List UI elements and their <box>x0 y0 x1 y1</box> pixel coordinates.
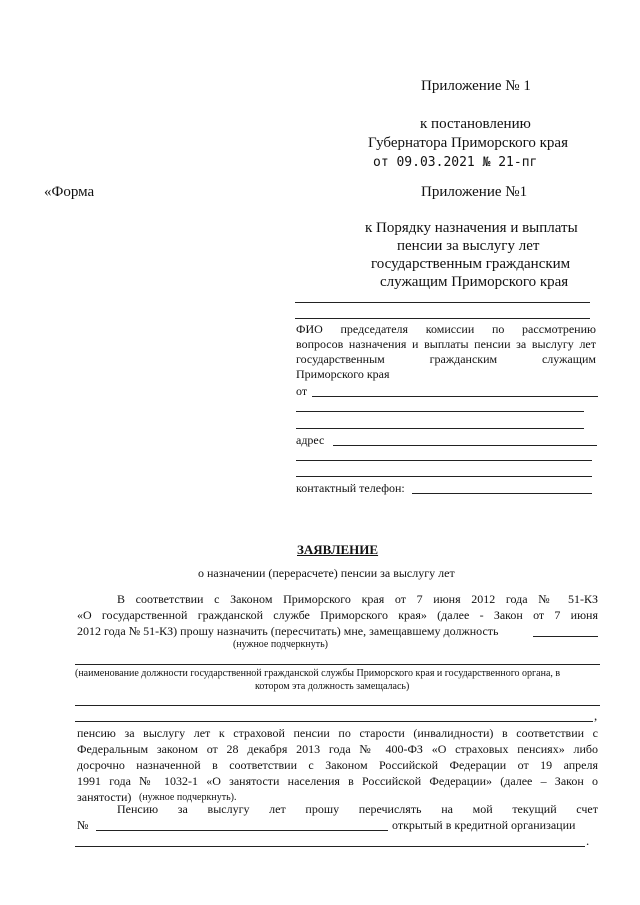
address-field-line[interactable] <box>333 445 597 446</box>
phone-field-line[interactable] <box>412 493 592 494</box>
note-underline-2: (нужное подчеркнуть). <box>139 792 237 803</box>
address-extra-line-2[interactable] <box>296 476 592 477</box>
order-line-1: к Порядку назначения и выплаты <box>365 220 578 236</box>
decree-ref: от 09.03.2021 № 21-пг <box>373 155 538 170</box>
to-decree-label: к постановлению <box>420 116 531 132</box>
p2-line-2: Федеральным законом от 28 декабря 2013 года № 400-ФЗ «О страховых пенсиях» либо <box>77 742 598 756</box>
end-dot: . <box>586 833 590 848</box>
order-line-2: пенсии за выслугу лет <box>397 238 540 254</box>
appendix-1-heading: Приложение № 1 <box>421 78 531 94</box>
from-field-line[interactable] <box>312 396 598 397</box>
note-underline-1: (нужное подчеркнуть) <box>233 639 328 650</box>
from-label: от <box>296 384 308 398</box>
position-short-line[interactable] <box>533 636 598 637</box>
bank-name-line[interactable] <box>75 846 585 847</box>
p2-line-4: 1991 года № 1032-1 «О занятости населения в Российской Федерации» (далее – Закон о <box>77 774 598 788</box>
p2-line-5: занятости) <box>77 790 132 804</box>
statement-subtitle: о назначении (перерасчете) пенсии за выслугу лет <box>198 566 455 580</box>
p1-line-1: В соответствии с Законом Приморского края от 7 июня 2012 года № 51-КЗ <box>117 592 598 606</box>
statement-title: ЗАЯВЛЕНИЕ <box>297 542 379 557</box>
position-caption-1: (наименование должности государственной гражданской службы Приморского края и государственного органа, в <box>75 668 561 679</box>
fio-caption-line-2: вопросов назначения и выплаты пенсии за выслугу лет <box>296 337 596 351</box>
p3-line-1: Пенсию за выслугу лет прошу перечислять на мой текущий счет <box>117 802 598 816</box>
account-number-sign: № <box>77 818 89 832</box>
addressee-line-1[interactable] <box>295 302 590 303</box>
address-extra-line-1[interactable] <box>296 460 592 461</box>
fio-caption-line-4: Приморского края <box>296 367 390 381</box>
governor-label: Губернатора Приморского края <box>368 135 568 151</box>
blank-line-1[interactable] <box>75 705 600 706</box>
p1-line-2: «О государственной гражданской службе Приморского края» (далее - Закон от 7 июня <box>77 608 598 622</box>
position-caption-2: котором эта должность замещалась) <box>255 681 410 692</box>
address-label: адрес <box>296 433 325 447</box>
p1-line-3: 2012 года № 51-КЗ) прошу назначить (пересчитать) мне, замещавшему должность <box>77 624 499 638</box>
phone-label: контактный телефон: <box>296 481 405 495</box>
form-label: «Форма <box>44 184 95 200</box>
appendix-2-heading: Приложение №1 <box>421 184 528 200</box>
from-extra-line-2[interactable] <box>296 428 584 429</box>
fio-caption-line-1: ФИО председателя комиссии по рассмотрению <box>296 322 596 336</box>
order-line-3: государственным гражданским <box>371 256 571 272</box>
from-extra-line-1[interactable] <box>296 411 584 412</box>
comma-mark: , <box>594 708 598 723</box>
bank-label: открытый в кредитной организации <box>392 818 576 832</box>
blank-line-2[interactable] <box>75 721 593 722</box>
addressee-line-2[interactable] <box>295 318 590 319</box>
p2-line-1: пенсию за выслугу лет к страховой пенсии по старости (инвалидности) в соответствии с <box>77 726 598 740</box>
account-number-line[interactable] <box>96 830 388 831</box>
position-long-line[interactable] <box>75 664 600 665</box>
p2-line-3: досрочно назначенной в соответствии с Законом Российской Федерации от 19 апреля <box>77 758 598 772</box>
fio-caption-line-3: государственным гражданским служащим <box>296 352 596 366</box>
order-line-4: служащим Приморского края <box>380 274 569 290</box>
